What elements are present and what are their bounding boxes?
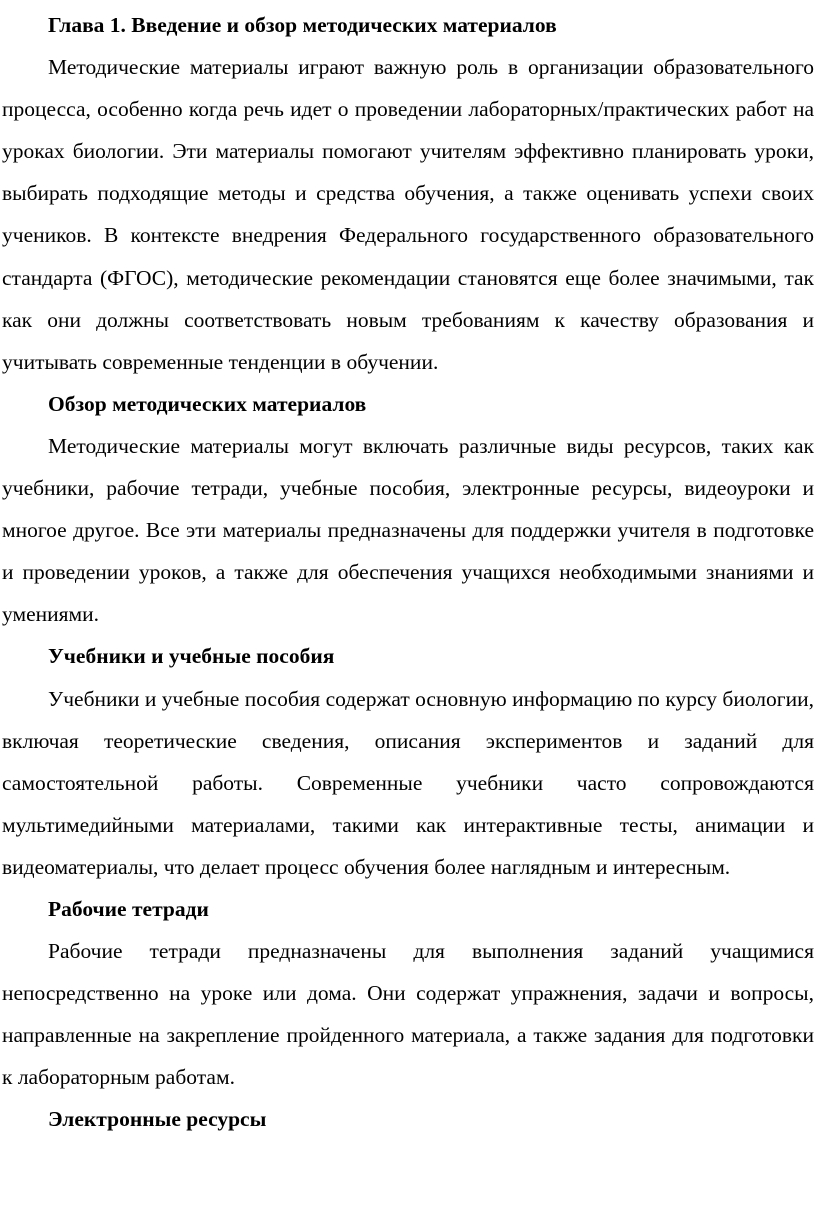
section-paragraph-textbooks: Учебники и учебные пособия содержат основную информацию по курсу биологии, включая теоретические сведения, описания экспериментов и заданий для самостоятельной работы. Современные учебники часто сопровождаются мультимедийными материалами, такими как интерактивные тесты, анимации и видеоматериалы, что делает процесс обучения более наглядным и интересным. [2,686,814,879]
chapter-title: Глава 1. Введение и обзор методических материалов [48,13,557,37]
section-heading-workbooks: Рабочие тетради [48,896,209,921]
section-heading-overview: Обзор методических материалов [48,391,367,416]
intro-paragraph: Методические материалы играют важную роль в организации образовательного процесса, особенно когда речь идет о проведении лабораторных/практических работ на уроках биологии. Эти материалы помогают учителям эффективно планировать уроки, выбирать подходящие методы и средства обучения, а также оценивать успехи своих учеников. В контексте внедрения Федерального государственного образовательного стандарта (ФГОС), методические рекомендации становятся еще более значимыми, так как они должны соответствовать новым требованиям к качеству образования и учитывать современные тенденции в обучении. [2,55,814,374]
section-heading-electronic-resources: Электронные ресурсы [48,1107,267,1132]
section-paragraph-overview: Методические материалы могут включать различные виды ресурсов, таких как учебники, рабочие тетради, учебные пособия, электронные ресурсы, видеоуроки и многое другое. Все эти материалы предназначены для поддержки учителя в подготовке и проведении уроков, а также для обеспечения учащихся необходимыми знаниями и умениями. [2,433,814,627]
section-paragraph-workbooks: Рабочие тетради предназначены для выполнения заданий учащимися непосредственно на уроке или дома. Они содержат упражнения, задачи и вопросы, направленные на закрепление пройденного материала, а также задания для подготовки к лабораторным работам. [2,939,814,1090]
section-heading-textbooks: Учебники и учебные пособия [48,644,335,669]
